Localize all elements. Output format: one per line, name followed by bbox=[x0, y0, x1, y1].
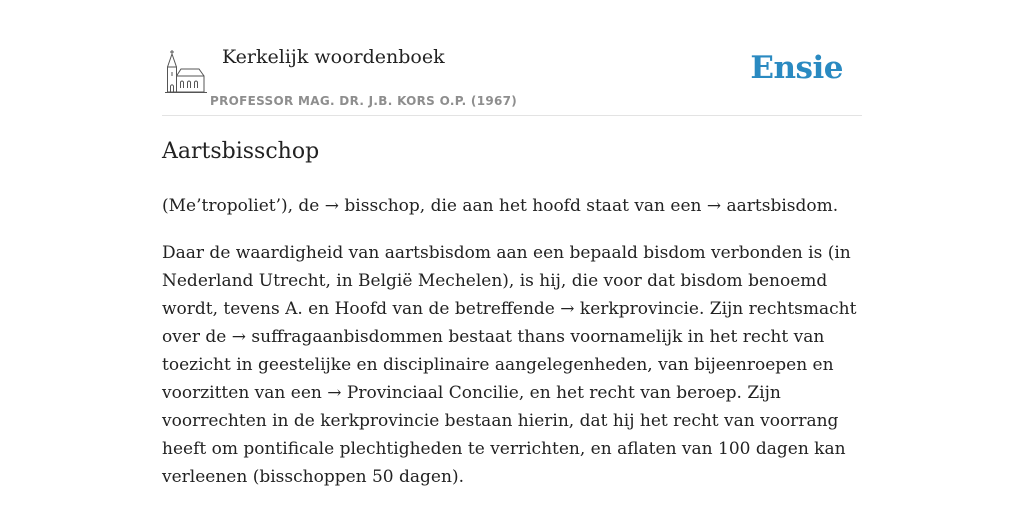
entry-paragraph-2 bbox=[162, 239, 862, 491]
entry-body bbox=[162, 192, 862, 491]
book-author: PROFESSOR MAG. DR. J.B. KORS O.P. (1967) bbox=[210, 94, 518, 108]
xref-link-kerkprovincie[interactable]: → kerkprovincie bbox=[560, 299, 699, 319]
paragraph-text: . bbox=[832, 196, 839, 216]
xref-link-provinciaal-concilie[interactable]: → Provinciaal Concilie bbox=[327, 383, 519, 403]
paragraph-text: bestaat thans voornamelijk in het recht van toezicht in geestelijke en disciplinaire aangelegenheden, van bijeenroepen en voorzitten van een bbox=[162, 327, 834, 403]
paragraph-text: Daar de waardigheid van aartsbisdom aan een bepaald bisdom verbonden is (in Nederland Utrecht, in België Mechelen), is hij, die voor dat bisdom benoemd wordt, tevens A. en Hoofd van de betreffende bbox=[162, 243, 851, 319]
book-title: Kerkelijk woordenboek bbox=[222, 46, 445, 68]
entry-paragraph-1 bbox=[162, 192, 862, 220]
brand-logo-link[interactable]: Ensie bbox=[750, 50, 843, 86]
paragraph-text: , die aan het hoofd staat van een bbox=[419, 196, 707, 216]
xref-link-suffragaanbisdommen[interactable]: → suffragaanbisdommen bbox=[231, 327, 443, 347]
entry-title: Aartsbisschop bbox=[162, 139, 320, 164]
church-icon bbox=[165, 50, 207, 94]
paragraph-text: , en het recht van beroep. Zijn voorrechten in de kerkprovincie bestaan hierin, dat hij het recht van voorrang heeft om pontificale plechtigheden te verrichten, en aflaten van 100 dagen kan verleenen (bisschoppen 50 dagen). bbox=[162, 383, 846, 487]
book-header bbox=[162, 40, 862, 116]
xref-link-bisschop[interactable]: → bisschop bbox=[324, 196, 420, 216]
paragraph-text: . Zijn rechtsmacht over de bbox=[162, 299, 857, 347]
paragraph-text: (Me’tropoliet’), de bbox=[162, 196, 325, 216]
xref-link-aartsbisdom[interactable]: → aartsbisdom bbox=[706, 196, 833, 216]
